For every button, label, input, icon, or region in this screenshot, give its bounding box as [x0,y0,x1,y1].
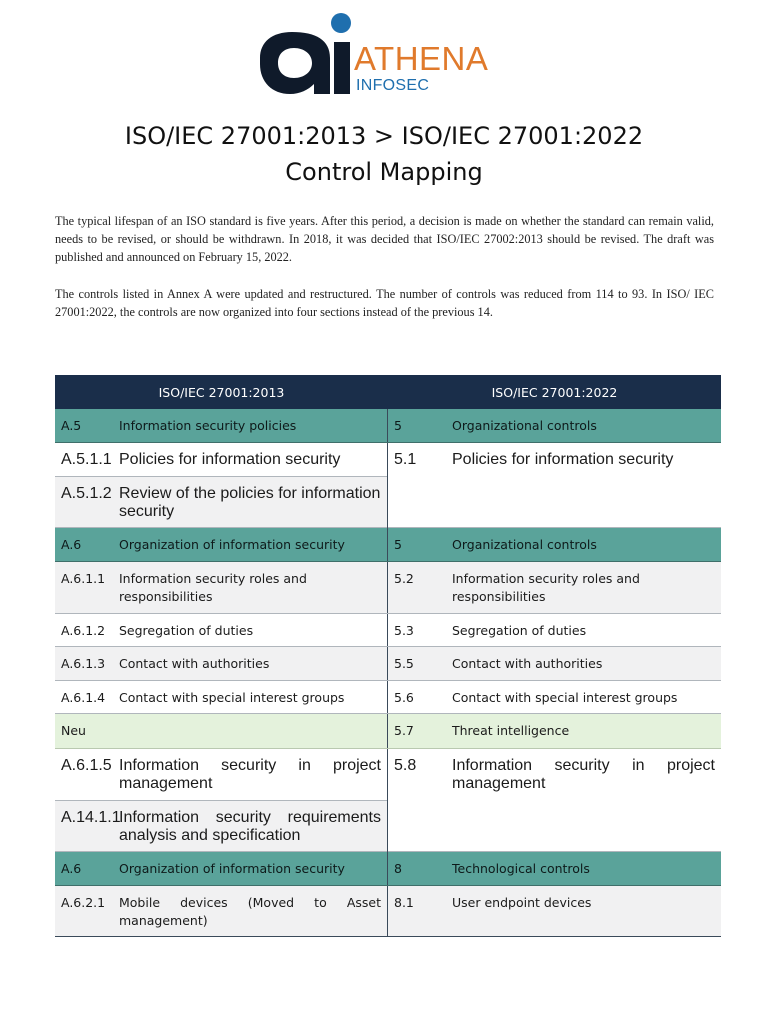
control-code: A.5.1.1 [61,451,112,468]
control-name: Contact with special interest groups [452,690,678,705]
control-name: Threat intelligence [452,723,570,738]
new-control-row [55,714,721,749]
control-code: 5.7 [394,723,414,738]
table-row-group [55,443,721,528]
section-row [55,409,721,443]
control-name: Information security roles and responsibilities [119,571,307,604]
control-name: Information security requirements analysis and specification [119,809,381,844]
table-row [55,749,387,801]
section-name: Organizational controls [452,536,597,552]
control-mapping-table [55,375,721,937]
control-code: 5.8 [394,757,417,774]
table-row [55,562,721,614]
section-name: Organizational controls [452,417,597,433]
control-name: Policies for information security [452,451,674,468]
intro-paragraph-1: The typical lifespan of an ISO standard is five years. After this period, a decision is made on whether the standard can remain valid, needs to be revised, or should be withdrawn. In 2018, it was decided that ISO/IEC 27002:2013 should be revised. The draft was published and announced on February 15, 2022. [55,214,714,264]
page-title [0,118,768,190]
table-row [388,443,721,528]
table-row [55,443,387,477]
control-name: Contact with authorities [119,656,270,671]
control-code: A.6.1.5 [61,757,112,774]
control-code: 8.1 [394,895,414,910]
table-row [55,681,721,714]
control-code: 5.1 [394,451,417,468]
section-code: 8 [394,860,402,876]
logo-wordmark: ATHENA [354,40,489,77]
control-name: Mobile devices (Moved to Asset management) [119,895,381,928]
section-code: 5 [394,536,402,552]
table-row [55,886,721,937]
section-code: A.6 [61,860,82,876]
control-code: A.14.1.1 [61,809,121,826]
control-name: User endpoint devices [452,895,592,910]
control-code: Neu [61,723,86,738]
table-header [55,375,721,409]
table-row [388,749,721,852]
control-name: Information security in project management [119,757,381,792]
control-code: 5.5 [394,656,414,671]
section-code: A.6 [61,536,82,552]
section-name: Technological controls [452,860,590,876]
control-name: Review of the policies for information security [119,485,381,520]
section-name: Organization of information security [119,536,345,552]
section-code: 5 [394,417,402,433]
control-code: A.5.1.2 [61,485,112,502]
control-name: Contact with authorities [452,656,603,671]
section-row [55,852,721,886]
table-row-group [55,749,721,852]
control-code: A.6.1.1 [61,571,106,586]
control-code: A.6.1.3 [61,656,106,671]
intro-paragraph-2: The controls listed in Annex A were updated and restructured. The number of controls was reduced from 114 to 93. In ISO/ IEC 27001:2022, the controls are now organized into four sections instead of the previous 14. [55,287,714,319]
header-2013: ISO/IEC 27001:2013 [158,384,285,400]
section-name: Information security policies [119,417,297,433]
title-line-1: ISO/IEC 27001:2013 > ISO/IEC 27001:2022 [124,122,644,150]
control-name: Segregation of duties [452,623,587,638]
athena-infosec-logo [254,12,514,104]
table-row [55,647,721,681]
table-row [55,477,387,528]
control-code: A.6.2.1 [61,895,106,910]
logo-subtitle: INFOSEC [356,77,430,94]
control-name: Segregation of duties [119,623,254,638]
section-code: A.5 [61,417,82,433]
control-name: Contact with special interest groups [119,690,345,705]
control-name: Information security in project management [452,757,715,792]
control-code: 5.6 [394,690,414,705]
control-code: A.6.1.2 [61,623,106,638]
table-row [55,801,387,852]
section-row [55,528,721,562]
control-name: Information security roles and responsibilities [452,571,640,604]
title-line-2: Control Mapping [285,158,483,186]
control-name: Policies for information security [119,451,341,468]
control-code: A.6.1.4 [61,690,106,705]
ai-logo-mark-icon [254,12,354,104]
header-2022: ISO/IEC 27001:2022 [491,384,618,400]
table-row [55,614,721,647]
control-code: 5.2 [394,571,414,586]
section-name: Organization of information security [119,860,345,876]
control-code: 5.3 [394,623,414,638]
